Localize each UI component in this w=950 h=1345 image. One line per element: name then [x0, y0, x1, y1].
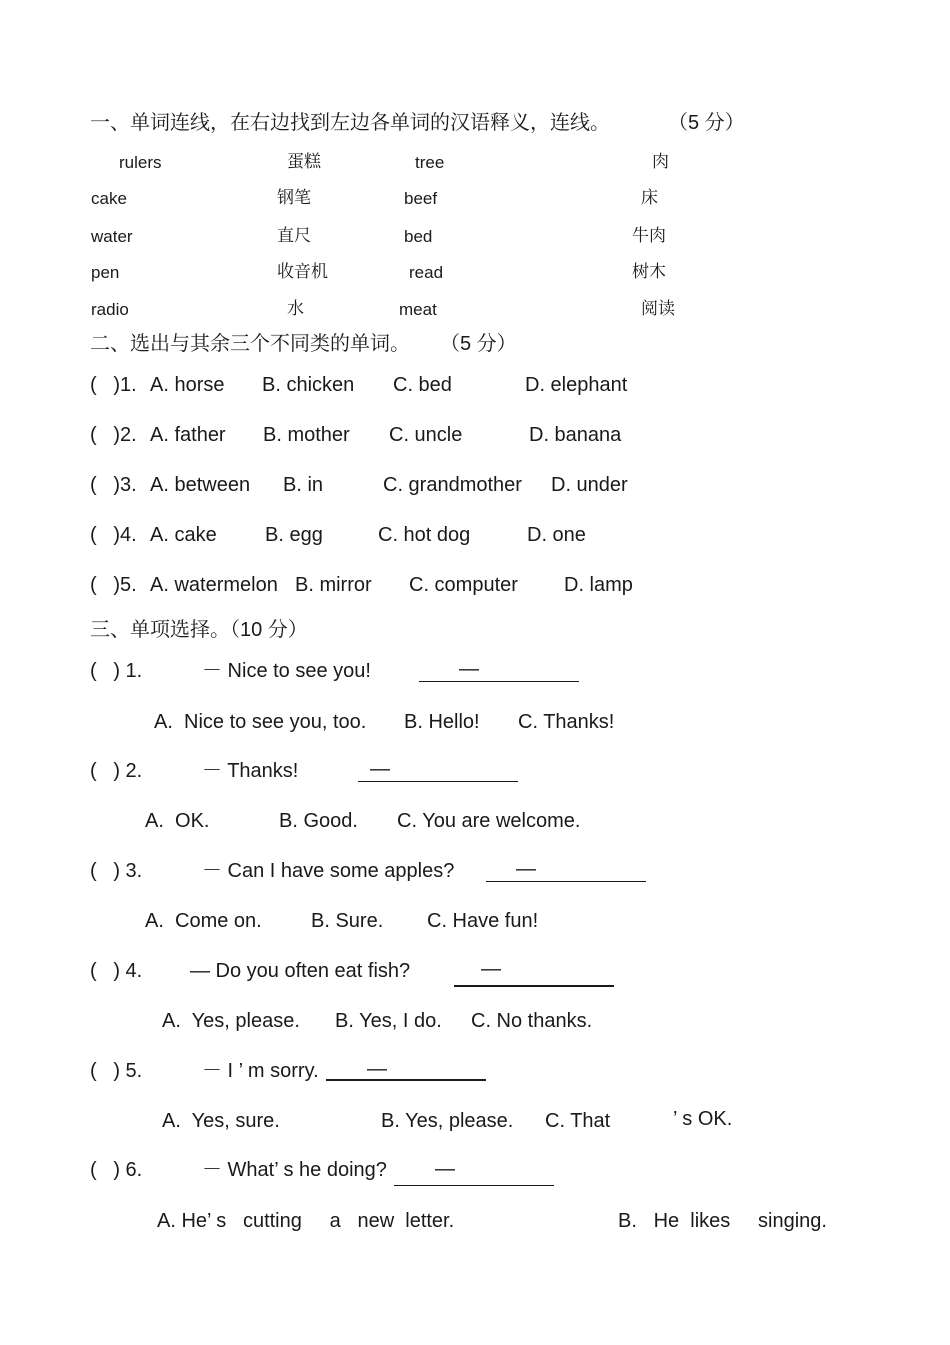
match-word: rulers [119, 153, 162, 172]
question-number: ( )5. [90, 574, 137, 596]
question-number: ( ) 5. [90, 1060, 143, 1082]
match-meaning: 床 [641, 188, 658, 207]
answer-blank[interactable] [358, 781, 518, 782]
option-c: C. hot dog [378, 524, 471, 546]
question-number: ( )2. [90, 424, 137, 446]
option-a: A. Come on. [145, 910, 262, 932]
question-prompt: － What’ s he doing? [202, 1159, 387, 1181]
option-c: C. uncle [389, 424, 463, 446]
option-b: B. Good. [279, 810, 358, 832]
answer-blank[interactable] [454, 985, 614, 987]
option-a: A. Yes, please. [162, 1010, 300, 1032]
option-c: C. No thanks. [471, 1010, 593, 1032]
match-meaning: 钢笔 [277, 188, 311, 207]
match-word: tree [415, 153, 445, 172]
option-b: B. mother [263, 424, 350, 446]
option-d: D. under [551, 474, 628, 496]
option-c: C. You are welcome. [397, 810, 581, 832]
section2-score: （5 分） [440, 333, 517, 355]
answer-dash: — [435, 1158, 455, 1180]
answer-blank[interactable] [326, 1079, 486, 1081]
question-number: ( ) 4. [90, 960, 143, 982]
option-c: C. Have fun! [427, 910, 539, 932]
question-prompt: － I ’ m sorry. [202, 1060, 319, 1082]
option-c: C. That [545, 1110, 611, 1132]
option-a: A. Nice to see you, too. [154, 711, 367, 733]
option-a: A. father [150, 424, 226, 446]
option-d: D. banana [529, 424, 622, 446]
option-b: B. He likes singing. [618, 1210, 827, 1232]
question-prompt: — Do you often eat fish? [190, 960, 411, 982]
answer-dash: — [370, 758, 390, 780]
match-meaning: 肉 [652, 152, 669, 171]
option-d: D. lamp [564, 574, 633, 596]
question-number: ( ) 1. [90, 660, 143, 682]
section2-title: 二、选出与其余三个不同类的单词。 [90, 333, 410, 355]
option-a: A. cake [150, 524, 217, 546]
match-word: water [91, 227, 133, 246]
answer-dash: — [481, 958, 501, 980]
option-a: A. He’ s cutting a new letter. [157, 1210, 455, 1232]
match-meaning: 水 [287, 299, 304, 318]
answer-dash: — [367, 1058, 387, 1080]
section1-title: 一、单词连线，在右边找到左边各单词的汉语释义，连线。 [90, 112, 610, 134]
option-c: C. Thanks! [518, 711, 615, 733]
question-number: ( ) 2. [90, 760, 143, 782]
option-a: A. horse [150, 374, 225, 396]
question-prompt: － Thanks! [202, 760, 299, 782]
match-meaning: 直尺 [277, 226, 311, 245]
match-word: meat [399, 300, 437, 319]
question-number: ( )1. [90, 374, 137, 396]
match-meaning: 阅读 [641, 299, 675, 318]
option-c: C. grandmother [383, 474, 522, 496]
match-meaning: 树木 [632, 262, 666, 281]
option-b: B. in [283, 474, 324, 496]
match-meaning: 牛肉 [632, 226, 666, 245]
option-b: B. egg [265, 524, 323, 546]
answer-dash: — [516, 858, 536, 880]
question-prompt: － Can I have some apples? [202, 860, 455, 882]
option-b: B. Sure. [311, 910, 384, 932]
match-word: bed [404, 227, 433, 246]
match-word: read [409, 263, 444, 282]
question-number: ( ) 3. [90, 860, 143, 882]
question-number: ( )4. [90, 524, 137, 546]
option-b: B. mirror [295, 574, 372, 596]
match-word: beef [404, 189, 438, 208]
match-word: radio [91, 300, 129, 319]
answer-blank[interactable] [419, 681, 579, 682]
option-a: A. OK. [145, 810, 210, 832]
option-b: B. chicken [262, 374, 355, 396]
question-number: ( )3. [90, 474, 137, 496]
option-b: B. Yes, please. [381, 1110, 514, 1132]
answer-blank[interactable] [486, 881, 646, 882]
option-d: D. elephant [525, 374, 628, 396]
match-word: cake [91, 189, 127, 208]
question-prompt: － Nice to see you! [202, 660, 371, 682]
section3-title: 三、单项选择。（10 分） [90, 619, 308, 641]
option-b: B. Yes, I do. [335, 1010, 442, 1032]
match-word: pen [91, 263, 120, 282]
option-b: B. Hello! [404, 711, 480, 733]
option-c: C. bed [393, 374, 452, 396]
match-meaning: 蛋糕 [287, 152, 321, 171]
option-a: A. between [150, 474, 251, 496]
option-c: C. computer [409, 574, 518, 596]
option-c-continued: ’ s OK. [673, 1108, 733, 1130]
answer-dash: — [459, 658, 479, 680]
question-number: ( ) 6. [90, 1159, 143, 1181]
match-meaning: 收音机 [277, 262, 328, 281]
answer-blank[interactable] [394, 1185, 554, 1186]
section1-score: （5 分） [668, 112, 745, 134]
option-a: A. Yes, sure. [162, 1110, 280, 1132]
option-d: D. one [527, 524, 586, 546]
option-a: A. watermelon [150, 574, 278, 596]
